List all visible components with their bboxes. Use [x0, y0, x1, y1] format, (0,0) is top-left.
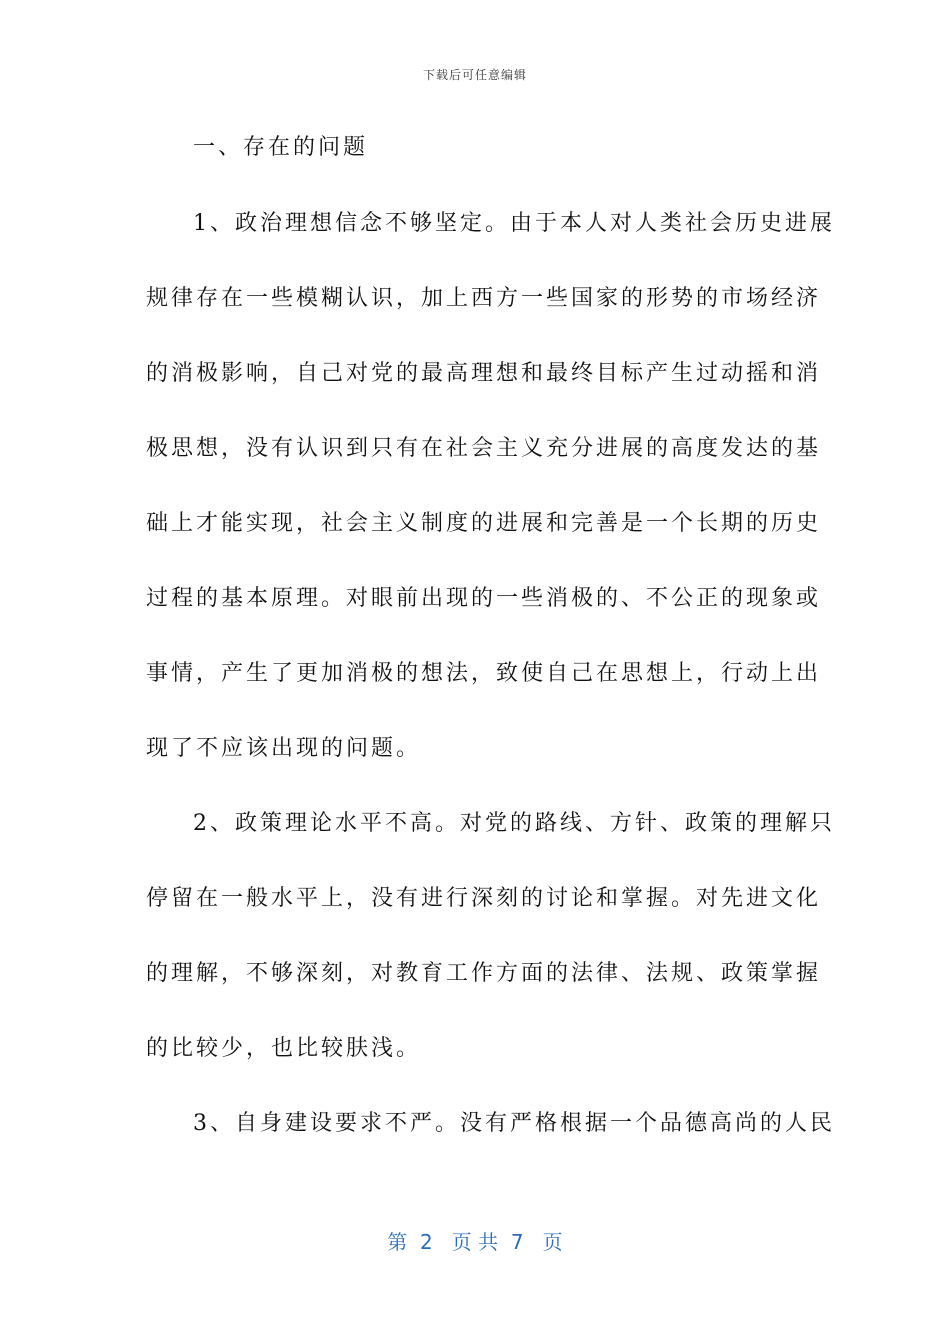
paragraph-3-line-1: 3、自身建设要求不严。没有严格根据一个品德高尚的人民 — [193, 1111, 835, 1136]
section-heading: 一、存在的问题 — [193, 135, 369, 160]
paragraph-1-line-8: 现了不应该出现的问题。 — [146, 736, 422, 761]
paragraph-1-line-4: 极思想，没有认识到只有在社会主义充分进展的高度发达的基 — [146, 436, 822, 461]
paragraph-1-line-1: 1、政治理想信念不够坚定。由于本人对人类社会历史进展 — [193, 211, 835, 236]
header-note: 下载后可任意编辑 — [422, 68, 527, 82]
paragraph-2-line-2: 停留在一般水平上，没有进行深刻的讨论和掌握。对先进文化 — [146, 886, 822, 911]
paragraph-1-line-5: 础上才能实现，社会主义制度的进展和完善是一个长期的历史 — [146, 511, 822, 536]
paragraph-2-line-3: 的理解，不够深刻，对教育工作方面的法律、法规、政策掌握 — [146, 961, 822, 986]
paragraph-2-line-4: 的比较少，也比较肤浅。 — [146, 1036, 422, 1061]
paragraph-1-line-3: 的消极影响，自己对党的最高理想和最终目标产生过动摇和消 — [146, 361, 822, 386]
paragraph-1-line-7: 事情，产生了更加消极的想法，致使自己在思想上，行动上出 — [146, 661, 822, 686]
paragraph-2-line-1: 2、政策理论水平不高。对党的路线、方针、政策的理解只 — [193, 811, 835, 836]
page-number-footer: 第 2 页 共 7 页 — [387, 1230, 563, 1254]
paragraph-1-line-2: 规律存在一些模糊认识，加上西方一些国家的形势的市场经济 — [146, 286, 822, 311]
paragraph-1-line-6: 过程的基本原理。对眼前出现的一些消极的、不公正的现象或 — [146, 586, 822, 611]
